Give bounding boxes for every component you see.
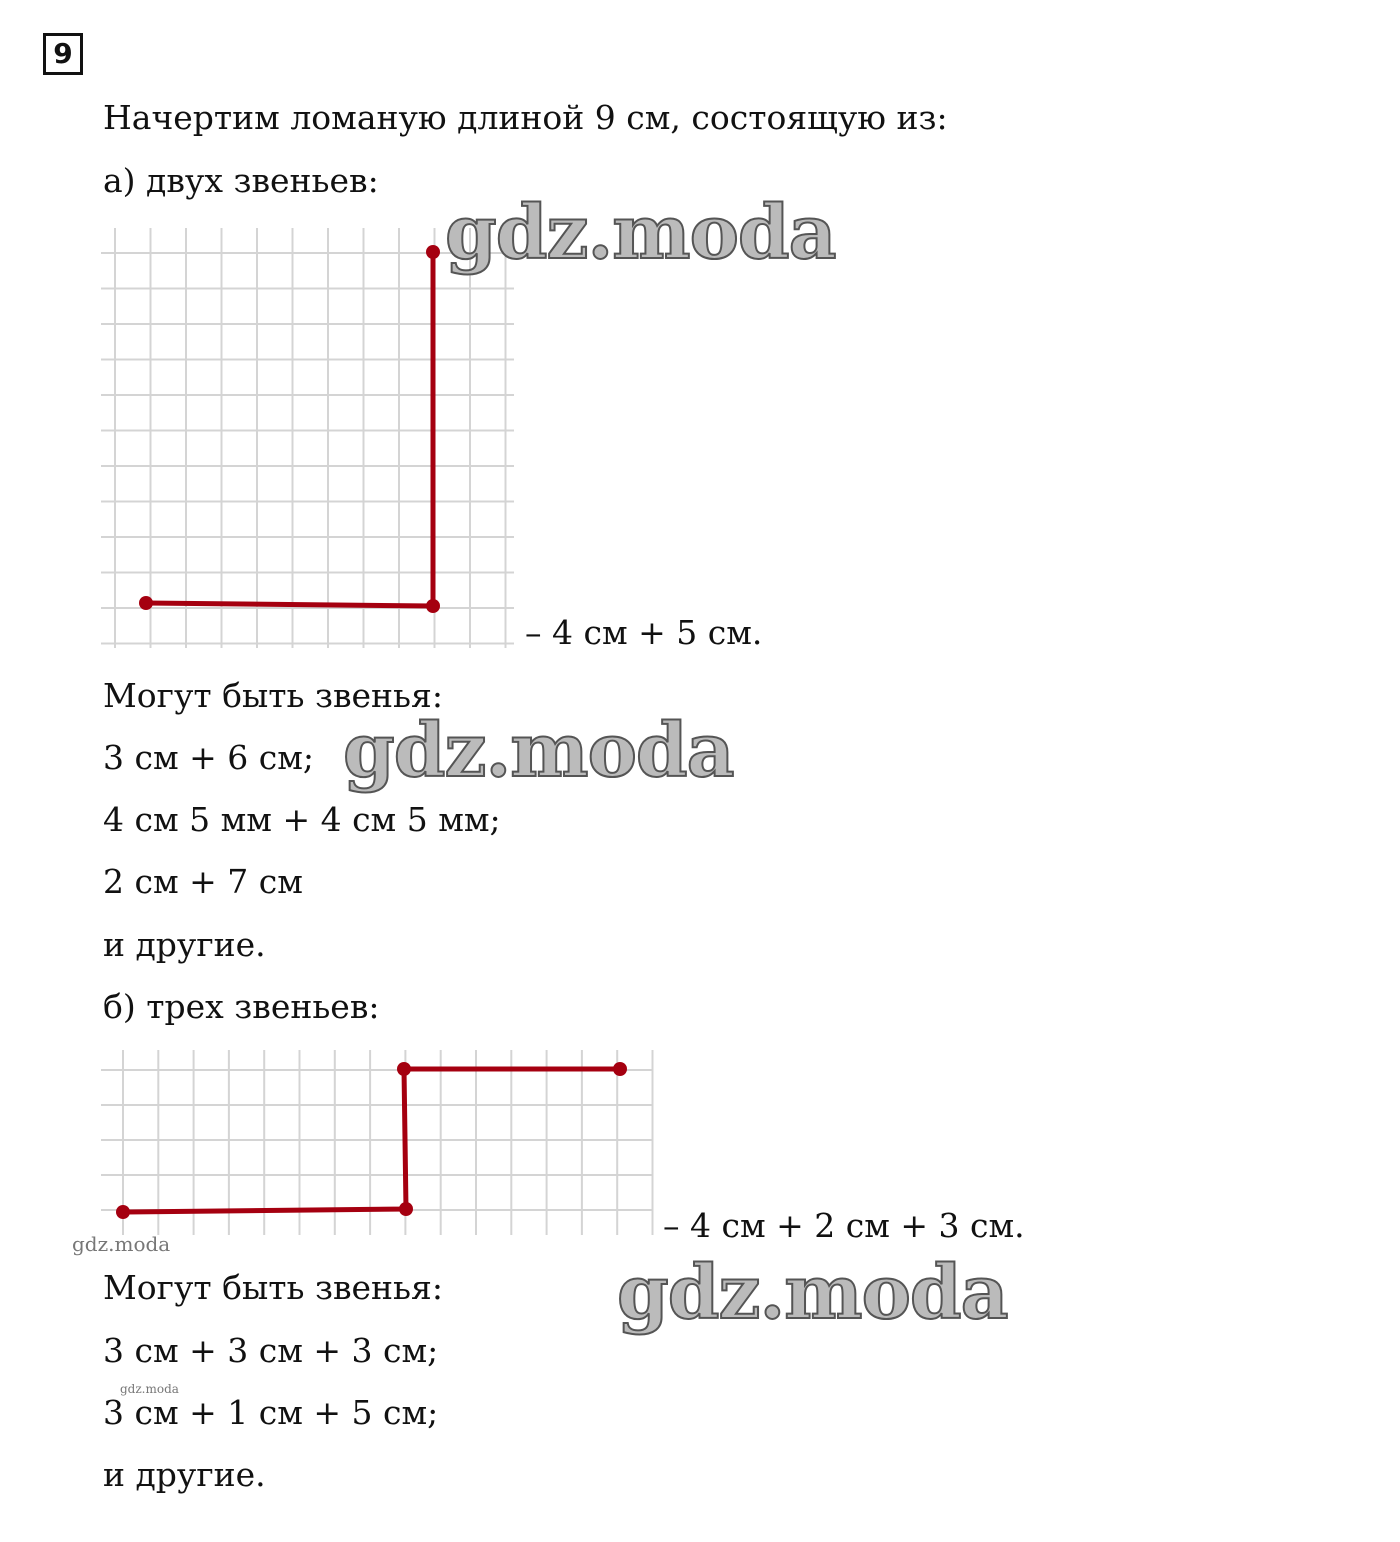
intro-text: Начертим ломаную длиной 9 см, состоящую из:: [103, 98, 948, 137]
polyline-a-vertices: [139, 245, 440, 613]
part-b-heading: б) трех звеньев:: [103, 987, 380, 1026]
vertex-dot: [399, 1202, 413, 1216]
part-b-option: 3 см + 1 см + 5 см;: [103, 1393, 439, 1432]
task-number: 9: [43, 33, 83, 75]
part-a-option: 4 см 5 мм + 4 см 5 мм;: [103, 800, 501, 839]
part-a-option: 3 см + 6 см;: [103, 738, 315, 777]
part-a-result: – 4 см + 5 см.: [525, 613, 763, 652]
polyline-a: [146, 252, 433, 606]
part-b-option: 3 см + 3 см + 3 см;: [103, 1331, 439, 1370]
watermark: gdz.moda: [343, 708, 734, 794]
vertex-dot: [116, 1205, 130, 1219]
grid-a: [101, 228, 514, 648]
watermark-small: gdz.moda: [120, 1382, 179, 1396]
part-a-option: 2 см + 7 см: [103, 862, 303, 901]
part-b-others: и другие.: [103, 1455, 266, 1494]
vertex-dot: [426, 599, 440, 613]
vertex-dot: [139, 596, 153, 610]
vertex-dot: [613, 1062, 627, 1076]
vertex-dot: [397, 1062, 411, 1076]
part-a-may-be-label: Могут быть звенья:: [103, 676, 443, 715]
part-a-heading: а) двух звеньев:: [103, 161, 379, 200]
part-b-result: – 4 см + 2 см + 3 см.: [663, 1206, 1025, 1245]
part-a-others: и другие.: [103, 925, 266, 964]
watermark-small: gdz.moda: [72, 1232, 171, 1256]
watermark: gdz.moda: [617, 1250, 1008, 1336]
watermark: gdz.moda: [445, 190, 836, 276]
vertex-dot: [426, 245, 440, 259]
part-b-may-be-label: Могут быть звенья:: [103, 1268, 443, 1307]
